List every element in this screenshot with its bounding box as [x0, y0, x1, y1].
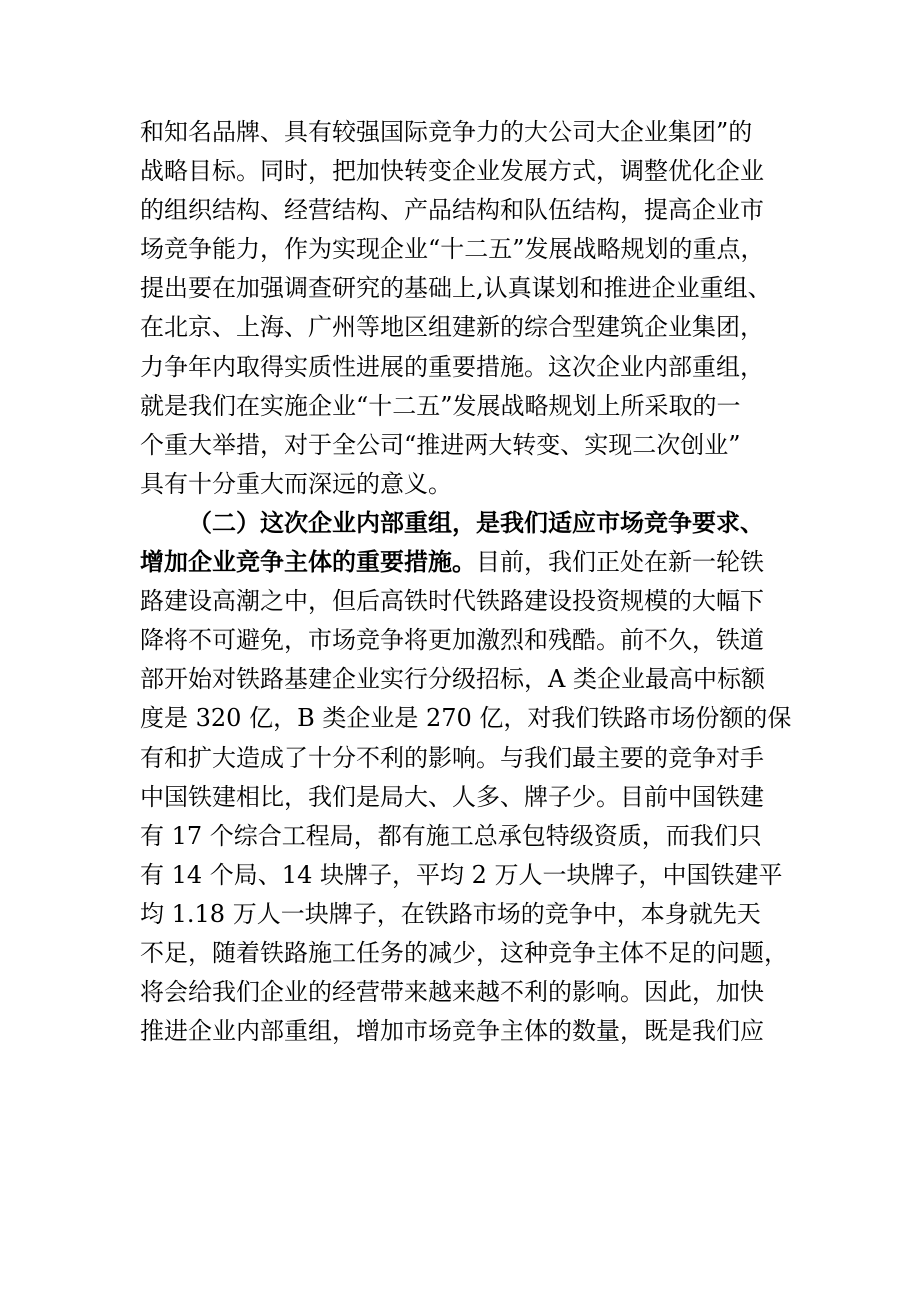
text-line: 部开始对铁路基建企业实行分级招标，A 类企业最高中标额 — [140, 665, 765, 694]
text-line: 不足，随着铁路施工任务的减少，这种竞争主体不足的问题， — [140, 938, 788, 967]
text-line: 中国铁建相比，我们是局大、人多、牌子少。目前中国铁建 — [140, 782, 764, 811]
text-line: 有 17 个综合工程局，都有施工总承包特级资质，而我们只 — [140, 821, 762, 850]
text-line: 有 14 个局、14 块牌子，平均 2 万人一块牌子，中国铁建平 — [140, 860, 783, 889]
text-line: 场竞争能力，作为实现企业“十二五”发展战略规划的重点， — [140, 235, 765, 264]
text-line: 将会给我们企业的经营带来越来越不利的影响。因此，加快 — [140, 978, 764, 1007]
text-line: 推进企业内部重组，增加市场竞争主体的数量，既是我们应 — [140, 1017, 764, 1046]
text-line: 具有十分重大而深远的意义。 — [140, 469, 452, 498]
text-line: 度是 320 亿，B 类企业是 270 亿，对我们铁路市场份额的保 — [140, 704, 792, 733]
body-text — [140, 113, 790, 1051]
text-line: 力争年内取得实质性进展的重要措施。这次企业内部重组， — [140, 352, 764, 381]
text-line: 降将不可避免，市场竞争将更加激烈和残酷。前不久，铁道 — [140, 626, 764, 655]
text-line: 提出要在加强调查研究的基础上,认真谋划和推进企业重组、 — [140, 274, 772, 303]
text-line: 和知名品牌、具有较强国际竞争力的大公司大企业集团”的 — [140, 118, 753, 146]
text-line: 在北京、上海、广州等地区组建新的综合型建筑企业集团， — [140, 313, 764, 342]
section-heading-line: （二）这次企业内部重组，是我们适应市场竞争要求、 — [188, 508, 764, 537]
text-line: 个重大举措，对于全公司“推进两大转变、实现二次创业” — [140, 430, 741, 459]
section-heading-rest: 目前，我们正处在新一轮铁 — [476, 548, 764, 577]
text-line: 有和扩大造成了十分不利的影响。与我们最主要的竞争对手 — [140, 743, 764, 772]
text-line: 路建设高潮之中，但后高铁时代铁路建设投资规模的大幅下 — [140, 587, 764, 616]
text-line: 均 1.18 万人一块牌子，在铁路市场的竞争中，本身就先天 — [140, 899, 761, 928]
text-line: 的组织结构、经营结构、产品结构和队伍结构，提高企业市 — [140, 196, 764, 225]
section-heading-bold: 增加企业竞争主体的重要措施。 — [140, 548, 476, 577]
text-line: 战略目标。同时，把加快转变企业发展方式，调整优化企业 — [140, 157, 764, 186]
text-line: 就是我们在实施企业“十二五”发展战略规划上所采取的一 — [140, 391, 741, 420]
section-heading-continuation — [140, 543, 790, 582]
